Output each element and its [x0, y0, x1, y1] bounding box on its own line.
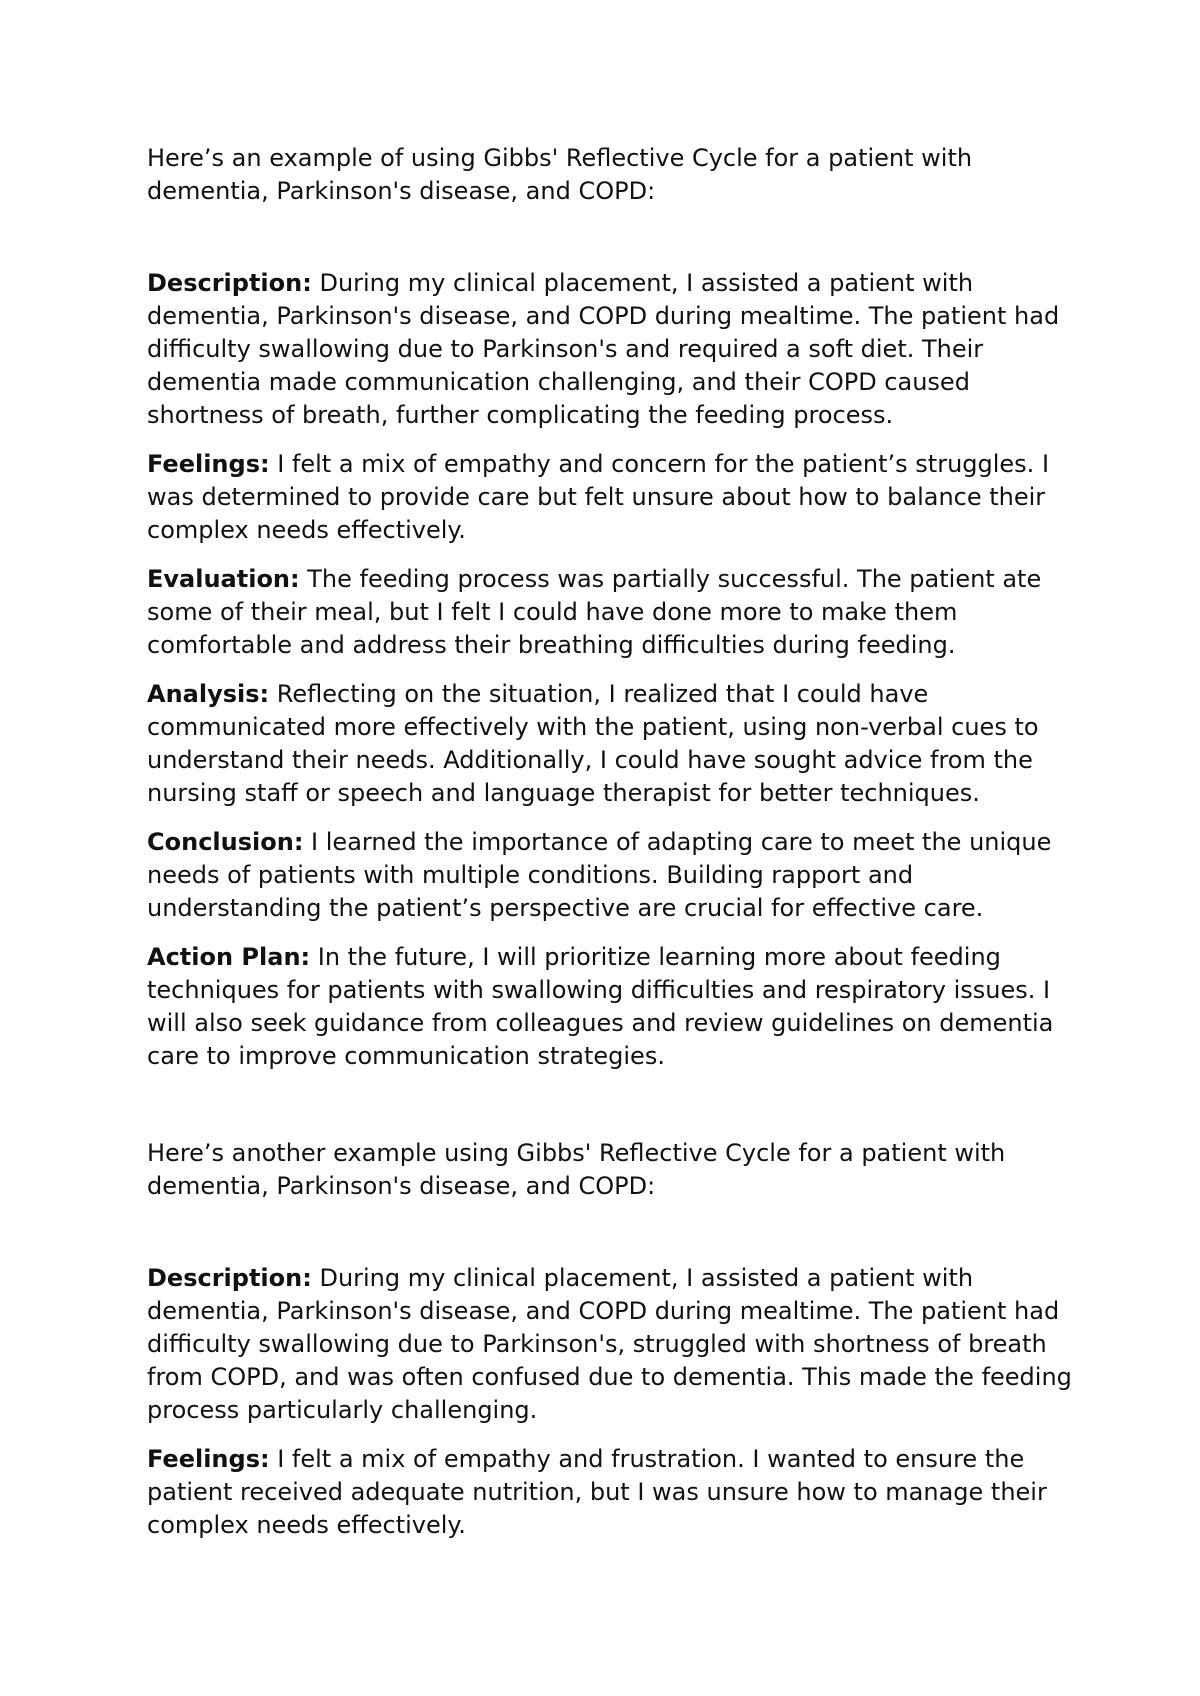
- example-1-feelings-paragraph: [147, 448, 1077, 547]
- feelings-text: I felt a mix of empathy and frustration. I wanted to ensure the patient received adequate nutrition, but I was unsure how to manage their complex needs effectively.: [147, 1445, 1047, 1539]
- example-1-intro: Here’s an example of using Gibbs' Reflective Cycle for a patient with dementia, Parkinson's disease, and COPD:: [147, 144, 973, 205]
- example-2-feelings-paragraph: [147, 1443, 1077, 1542]
- example-2: [147, 1137, 1077, 1542]
- feelings-text: I felt a mix of empathy and concern for the patient’s struggles. I was determined to provide care but felt unsure about how to balance their complex needs effectively.: [147, 450, 1050, 544]
- document-body: [147, 142, 1077, 1558]
- example-1-action-plan-paragraph: [147, 941, 1077, 1073]
- example-1-evaluation-paragraph: [147, 563, 1077, 662]
- action-plan-text: In the future, I will prioritize learning more about feeding techniques for patients with swallowing difficulties and respiratory issues. I will also seek guidance from colleagues and review guidelines on dementia care to improve communication strategies.: [147, 943, 1054, 1070]
- analysis-label: Analysis:: [147, 680, 270, 708]
- section-spacer: [147, 1089, 1077, 1137]
- example-2-description-paragraph: [147, 1262, 1077, 1427]
- feelings-label: Feelings:: [147, 450, 270, 478]
- example-1-analysis-paragraph: [147, 678, 1077, 810]
- example-2-intro: Here’s another example using Gibbs' Reflective Cycle for a patient with dementia, Parkinson's disease, and COPD:: [147, 1139, 1006, 1200]
- action-plan-label: Action Plan:: [147, 943, 311, 971]
- evaluation-text: The feeding process was partially successful. The patient ate some of their meal, but I felt I could have done more to make them comfortable and address their breathing difficulties during feeding.: [147, 565, 1042, 659]
- description-label: Description:: [147, 269, 312, 297]
- example-1: [147, 142, 1077, 1073]
- description-text: During my clinical placement, I assisted a patient with dementia, Parkinson's disease, and COPD during mealtime. The patient had difficulty swallowing due to Parkinson's and required a soft diet. Their dementia made communication challenging, and their COPD caused shortness of breath, further complicating the feeding process.: [147, 269, 1060, 429]
- description-label: Description:: [147, 1264, 312, 1292]
- evaluation-label: Evaluation:: [147, 565, 300, 593]
- analysis-text: Reflecting on the situation, I realized that I could have communicated more effectively with the patient, using non-verbal cues to understand their needs. Additionally, I could have sought advice from the nursing staff or speech and language therapist for better techniques.: [147, 680, 1039, 807]
- description-text: During my clinical placement, I assisted a patient with dementia, Parkinson's disease, and COPD during mealtime. The patient had difficulty swallowing due to Parkinson's, struggled with shortness of breath from COPD, and was often confused due to dementia. This made the feeding process particularly challenging.: [147, 1264, 1072, 1424]
- conclusion-text: I learned the importance of adapting care to meet the unique needs of patients with multiple conditions. Building rapport and understanding the patient’s perspective are crucial for effective care.: [147, 828, 1052, 922]
- example-1-conclusion-paragraph: [147, 826, 1077, 925]
- conclusion-label: Conclusion:: [147, 828, 304, 856]
- example-1-description-paragraph: [147, 267, 1077, 432]
- feelings-label: Feelings:: [147, 1445, 270, 1473]
